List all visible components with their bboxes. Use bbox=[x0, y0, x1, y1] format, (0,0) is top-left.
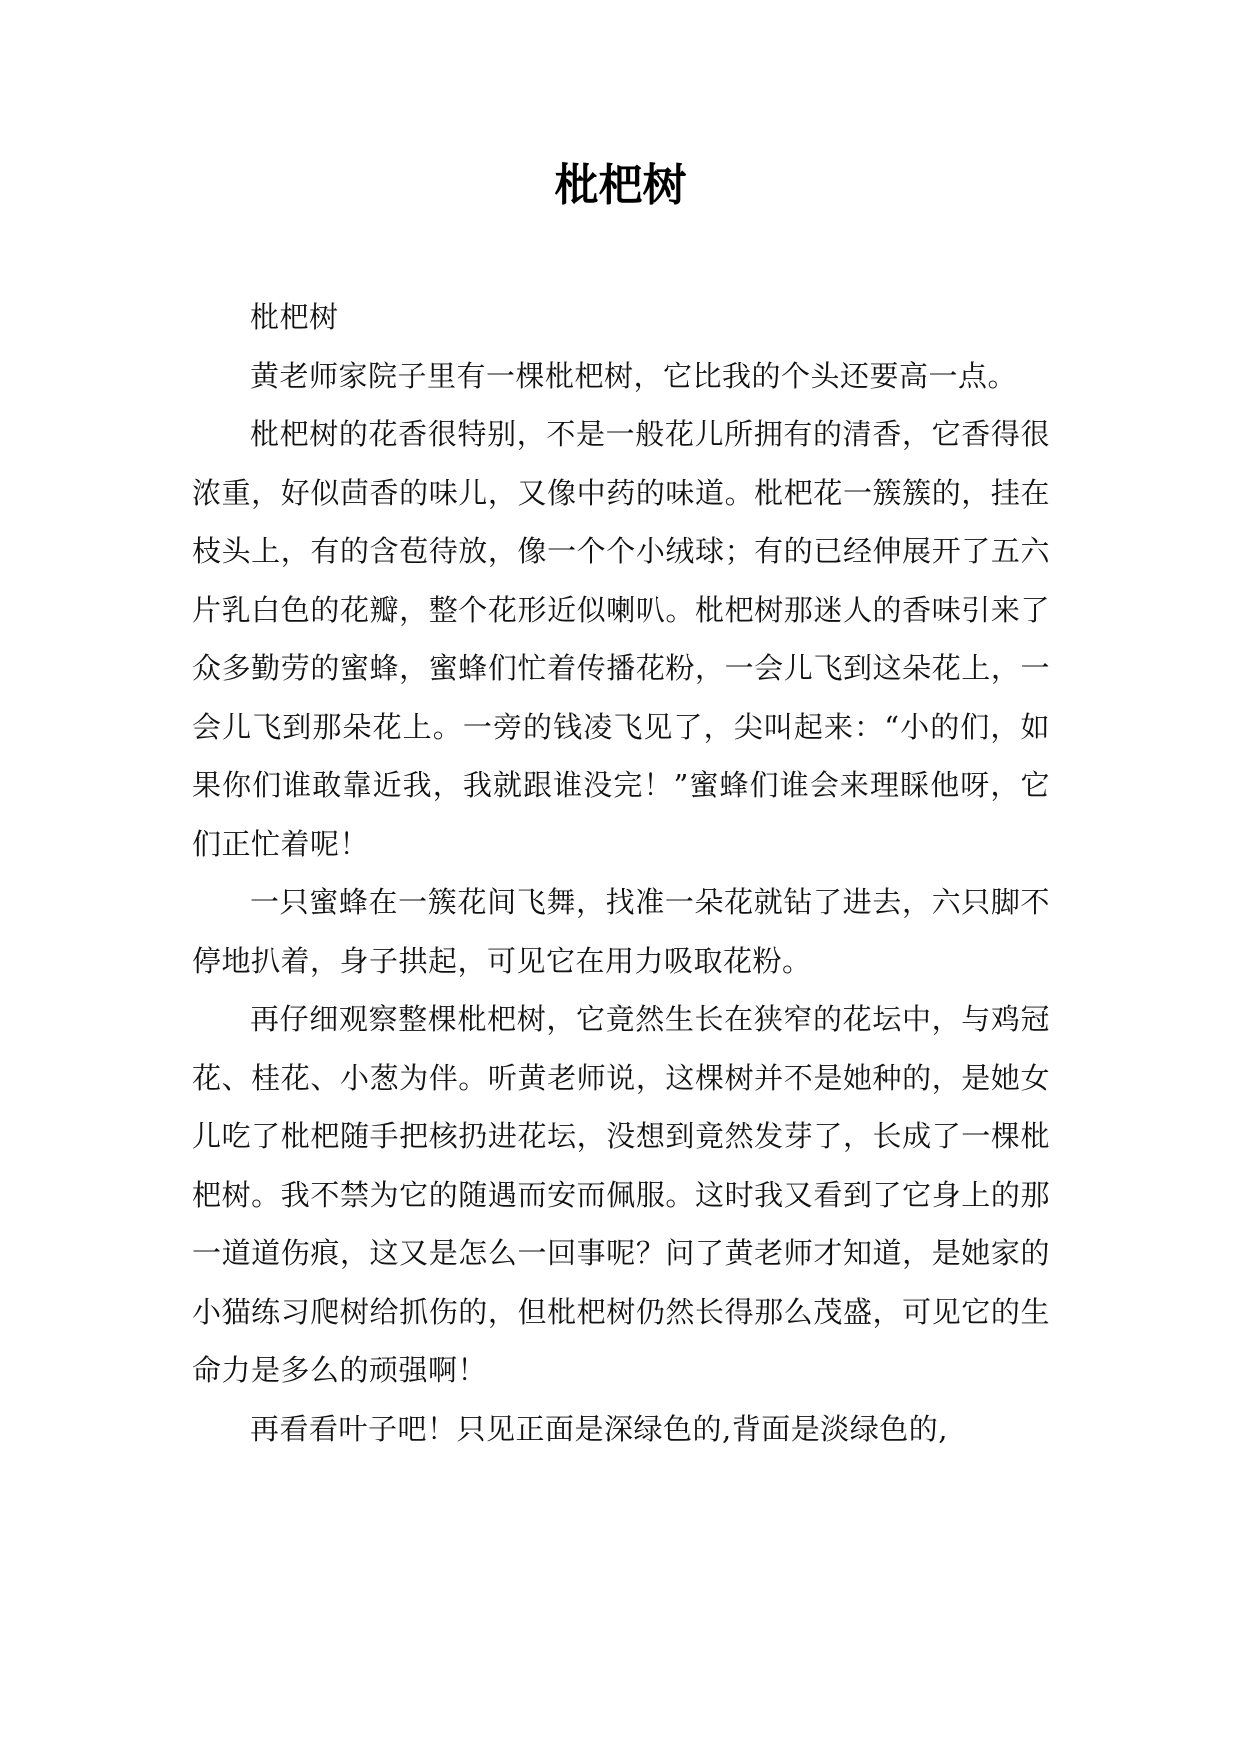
document-title: 枇杷树 bbox=[554, 160, 687, 211]
paragraph-flowers: 枇杷树的花香很特别，不是一般花儿所拥有的清香，它香得很浓重，好似茴香的味儿，又像中药的味道。枇杷花一簇簇的，挂在枝头上，有的含苞待放，像一个个小绒球；有的已经伸展开了五六片乳白色的花瓣，整个花形近似喇叭。枇杷树那迷人的香味引来了众多勤劳的蜜蜂，蜜蜂们忙着传播花粉，一会儿飞到这朵花上，一会儿飞到那朵花上。一旁的钱凌飞见了，尖叫起来：“小的们，如果你们谁敢靠近我，我就跟谁没完！”蜜蜂们谁会来理睬他呀，它们正忙着呢！ bbox=[192, 417, 1050, 861]
paragraph-leaves: 再看看叶子吧！只见正面是深绿色的,背面是淡绿色的, bbox=[250, 1411, 948, 1446]
paragraph-growth: 再仔细观察整棵枇杷树，它竟然生长在狭窄的花坛中，与鸡冠花、桂花、小葱为伴。听黄老师说，这棵树并不是她种的，是她女儿吃了枇杷随手把核扔进花坛，没想到竟然发芽了，长成了一棵枇杷树。我不禁为它的随遇而安而佩服。这时我又看到了它身上的那一道道伤痕，这又是怎么一回事呢？问了黄老师才知道，是她家的小猫练习爬树给抓伤的，但枇杷树仍然长得那么茂盛，可见它的生命力是多么的顽强啊！ bbox=[192, 1002, 1050, 1387]
paragraph-intro: 黄老师家院子里有一棵枇杷树，它比我的个头还要高一点。 bbox=[250, 358, 1018, 393]
document-body bbox=[192, 288, 1050, 1458]
paragraph-subtitle: 枇杷树 bbox=[250, 300, 339, 334]
paragraph-bee: 一只蜜蜂在一簇花间飞舞，找准一朵花就钻了进去，六只脚不停地扒着，身子拱起，可见它在用力吸取花粉。 bbox=[192, 885, 1050, 978]
